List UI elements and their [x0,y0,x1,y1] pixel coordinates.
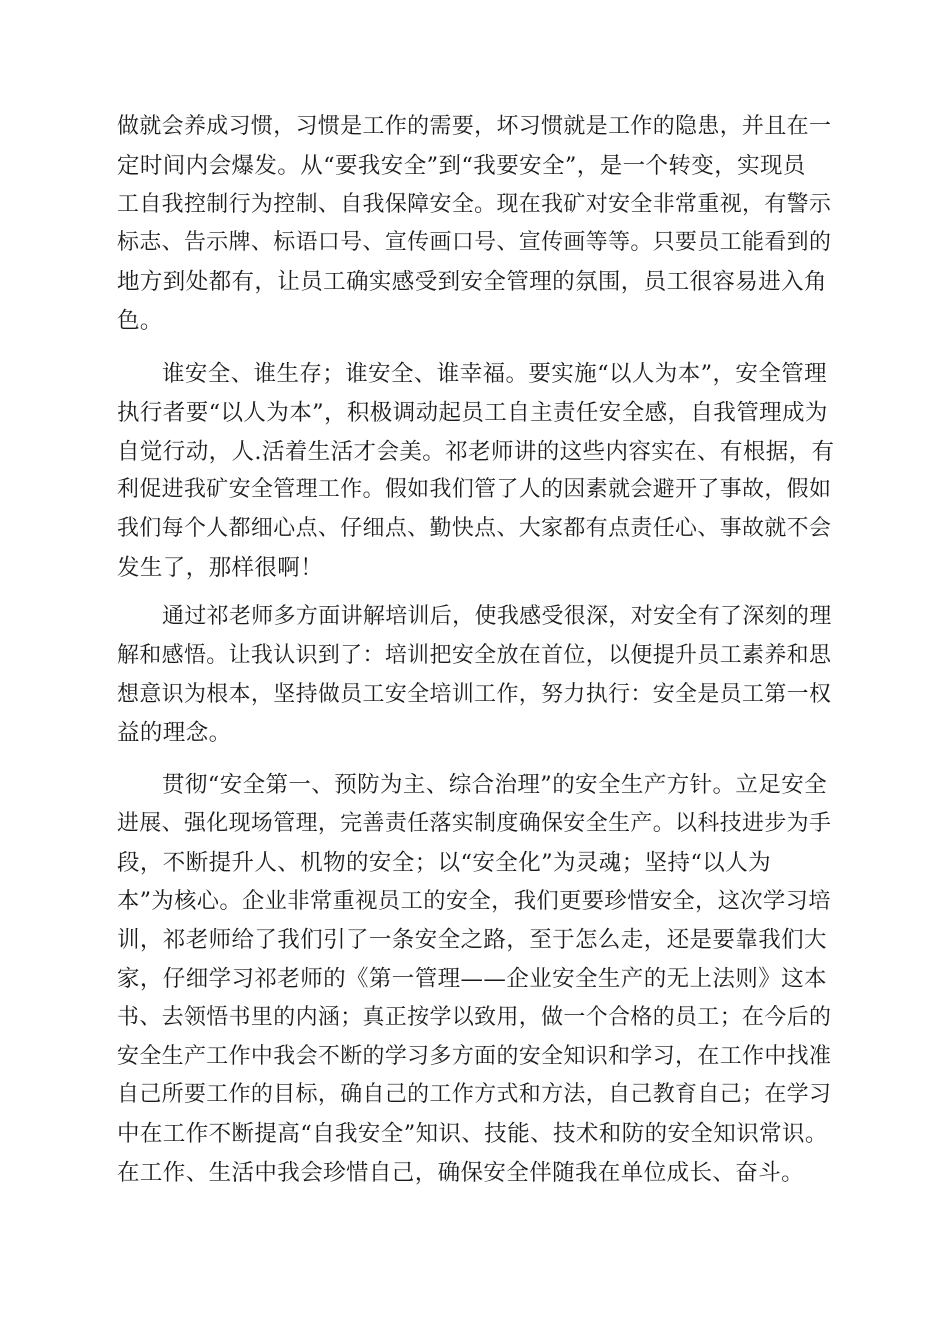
paragraph-line: 在工作、生活中我会珍惜自己，确保安全伴随我在单位成长、奋斗。 [117,1159,805,1186]
paragraph-line: 执行者要“以人为本”，积极调动起员工自主责任安全感，自我管理成为 [117,399,828,426]
paragraph-line: 发生了，那样很啊！ [117,554,324,581]
paragraph-line: 解和感悟。让我认识到了：培训把安全放在首位，以便提升员工素养和思 [117,642,832,668]
paragraph-line: 训，祁老师给了我们引了一条安全之路，至于怎么走，还是要靠我们大 [117,927,827,954]
paragraph-line: 想意识为根本，坚持做员工安全培训工作，努力执行：安全是员工第一权 [117,681,832,707]
paragraph-line: 定时间内会爆发。从“要我安全”到“我要安全”，是一个转变，实现员 [117,152,806,179]
paragraph-line: 工自我控制行为控制、自我保障安全。现在我矿对安全非常重视，有警示 [117,191,832,217]
paragraph-4 [117,766,835,1193]
paragraph-line: 谁安全、谁生存；谁安全、谁幸福。要实施“以人为本”，安全管理 [162,361,828,387]
paragraph-line: 地方到处都有，让员工确实感受到安全管理的氛围，员工很容易进入角 [117,269,827,296]
paragraph-line: 自觉行动，人.活着生活才会美。祁老师讲的这些内容实在、有根据，有 [117,438,835,465]
paragraph-line: 通过祁老师多方面讲解培训后，使我感受很深，对安全有了深刻的理 [162,604,832,629]
paragraph-line: 本”为核心。企业非常重视员工的安全，我们更要珍惜安全，这次学习培 [117,888,831,915]
paragraph-1 [117,108,835,341]
paragraph-line: 我们每个人都细心点、仔细点、勤快点、大家都有点责任心、事故就不会 [117,516,832,542]
paragraph-line: 安全生产工作中我会不断的学习多方面的安全知识和学习，在工作中找准 [117,1043,832,1069]
paragraph-line: 进展、强化现场管理，完善责任落实制度确保安全生产。以科技进步为手 [117,810,832,836]
paragraph-line: 做就会养成习惯，习惯是工作的需要，坏习惯就是工作的隐患，并且在一 [117,114,832,139]
paragraph-line: 贯彻“安全第一、预防为主、综合治理”的安全生产方针。立足安全 [162,772,828,798]
paragraph-line: 色。 [117,307,163,334]
paragraph-line: 中在工作不断提高“自我安全”知识、技能、技术和防的安全知识常识。 [117,1121,828,1148]
paragraph-line: 益的理念。 [117,720,232,747]
paragraph-line: 家，仔细学习祁老师的《第一管理——企业安全生产的无上法则》这本 [117,965,827,992]
paragraph-line: 段，不断提升人、机物的安全；以“安全化”为灵魂；坚持“以人为 [117,849,772,876]
paragraph-line: 利促进我矿安全管理工作。假如我们管了人的因素就会避开了事故，假如 [117,477,832,503]
paragraph-3 [117,598,835,753]
paragraph-2 [117,355,835,588]
paragraph-line: 自己所要工作的目标，确自己的工作方式和方法，自己教育自己；在学习 [117,1082,832,1108]
paragraph-line: 标志、告示牌、标语口号、宣传画口号、宣传画等等。只要员工能看到的 [117,230,832,256]
paragraph-line: 书、去领悟书里的内涵；真正按学以致用，做一个合格的员工；在今后的 [117,1004,832,1030]
